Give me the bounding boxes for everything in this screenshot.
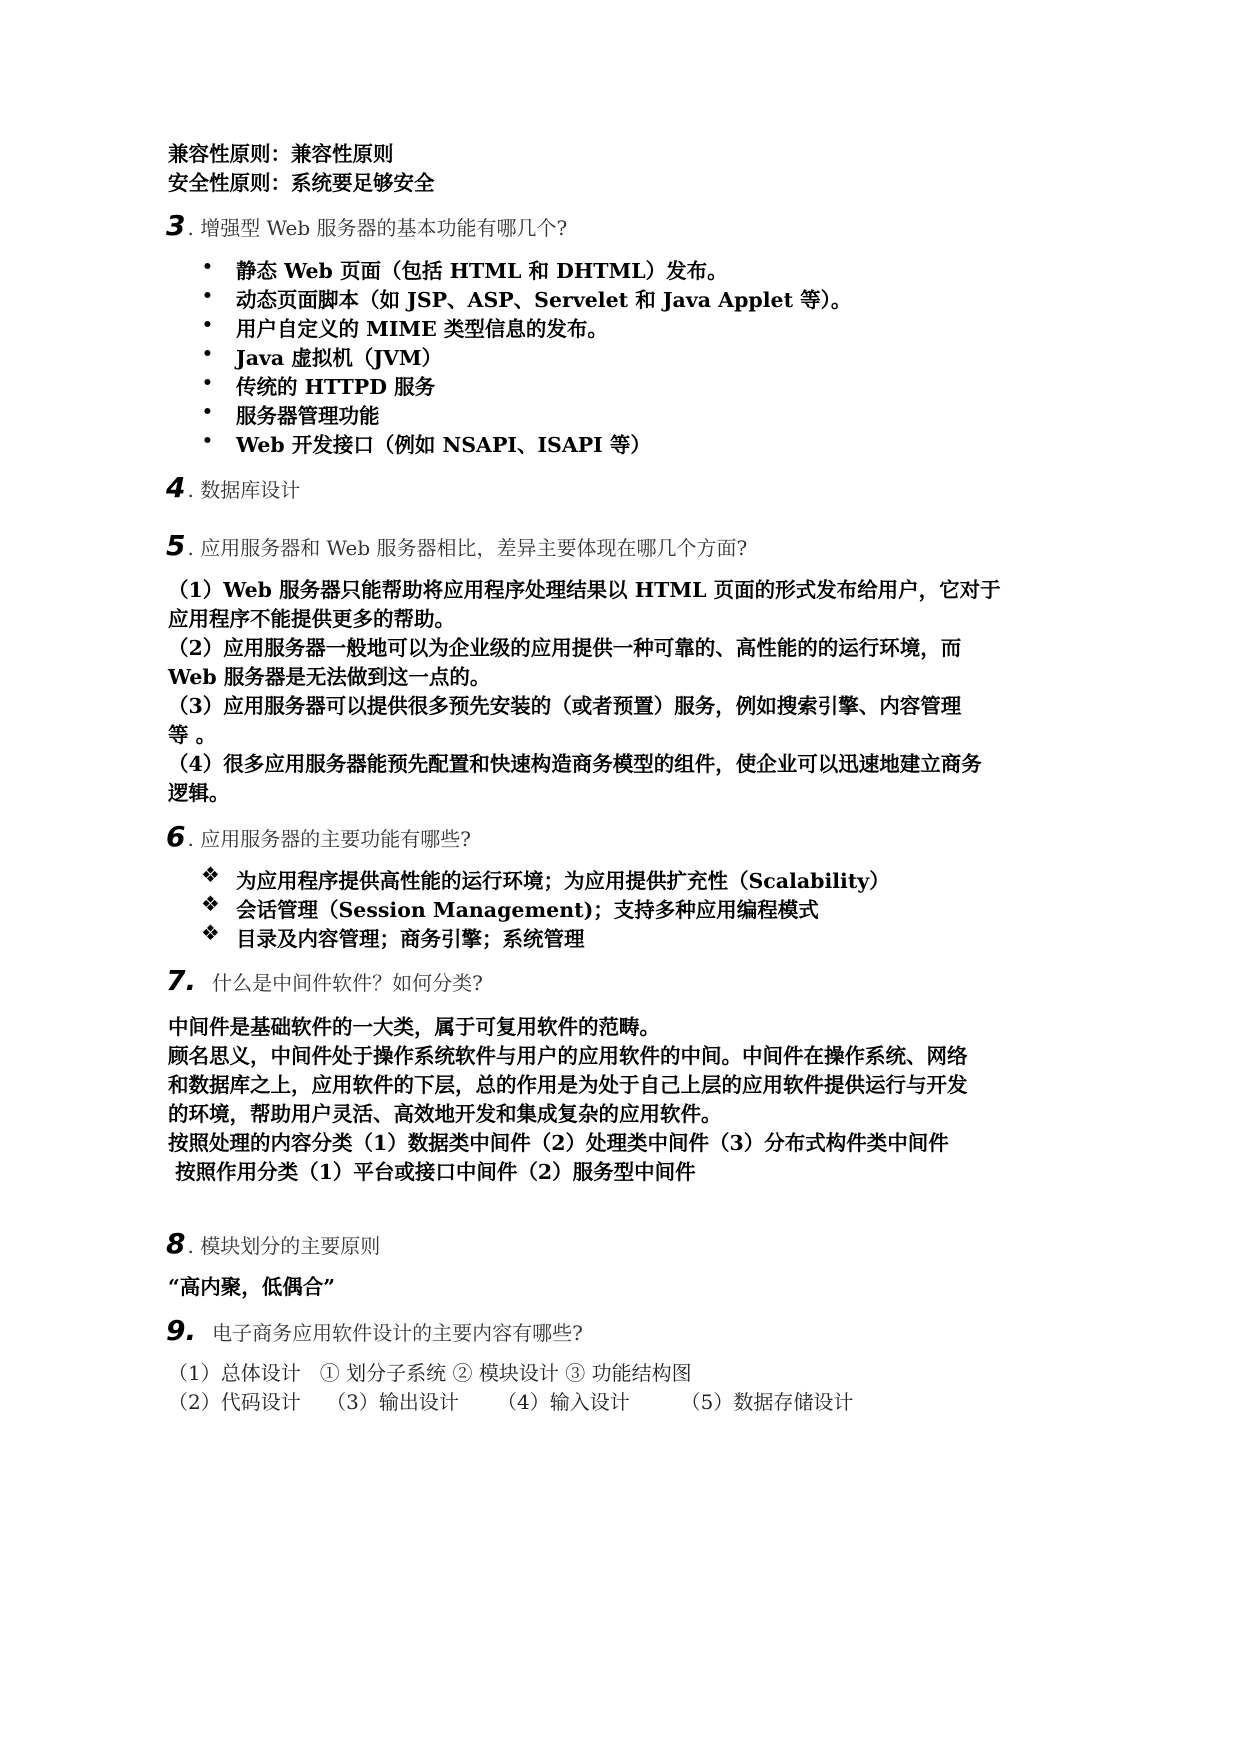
diamond-bullet-icon: ❖	[201, 863, 220, 887]
question-text: 什么是中间件软件？如何分类?	[212, 971, 483, 995]
answer-line: （3）应用服务器可以提供很多预先安装的（或者预置）服务，例如搜索引擎、内容管理	[168, 694, 962, 718]
bullet-icon: •	[202, 402, 213, 422]
answer-line: 等 。	[168, 723, 217, 747]
diamond-bullet-icon: ❖	[201, 921, 220, 945]
bullet-icon: •	[202, 431, 213, 451]
answer-line: 应用程序不能提供更多的帮助。	[168, 607, 455, 631]
question-text: . 数据库设计	[187, 478, 301, 502]
question-number: 6	[166, 820, 186, 853]
question-text: . 模块划分的主要原则	[187, 1234, 381, 1258]
list-item: 服务器管理功能	[236, 404, 380, 428]
list-item: 传统的 HTTPD 服务	[236, 375, 436, 399]
question-number: 5	[166, 529, 186, 562]
question-number: 7.	[166, 964, 197, 997]
bullet-icon: •	[202, 373, 213, 393]
bullet-icon: •	[202, 315, 213, 335]
list-item: 目录及内容管理；商务引擎；系统管理	[236, 927, 585, 951]
bullet-icon: •	[202, 257, 213, 277]
diamond-bullet-icon: ❖	[201, 892, 220, 916]
question-number: 4	[166, 471, 186, 504]
answer-line: （1）总体设计 ① 划分子系统 ② 模块设计 ③ 功能结构图	[168, 1361, 692, 1385]
answer-line: 的环境，帮助用户灵活、高效地开发和集成复杂的应用软件。	[168, 1102, 722, 1126]
list-item: Web 开发接口（例如 NSAPI、ISAPI 等）	[236, 433, 651, 457]
question-9-heading	[166, 1314, 583, 1347]
answer-line: Web 服务器是无法做到这一点的。	[168, 665, 491, 689]
list-item: 动态页面脚本（如 JSP、ASP、Servelet 和 Java Applet 等）。	[236, 288, 852, 312]
list-item: 会话管理（Session Management)；支持多种应用编程模式	[236, 898, 819, 922]
question-text: . 增强型 Web 服务器的基本功能有哪几个?	[187, 216, 568, 240]
question-number: 3	[166, 209, 186, 242]
answer-line: 顾名思义，中间件处于操作系统软件与用户的应用软件的中间。中间件在操作系统、网络	[168, 1044, 968, 1068]
question-6-heading	[166, 820, 471, 853]
answer-line: （4）很多应用服务器能预先配置和快速构造商务模型的组件，使企业可以迅速地建立商务	[168, 752, 982, 776]
question-text: 电子商务应用软件设计的主要内容有哪些?	[212, 1321, 583, 1345]
question-number: 8	[166, 1227, 186, 1260]
answer-line: （2）代码设计 （3）输出设计 （4）输入设计 （5）数据存储设计	[168, 1390, 854, 1414]
list-item: Java 虚拟机（JVM）	[236, 346, 443, 370]
principle-security: 安全性原则：系统要足够安全	[168, 171, 435, 195]
question-7-heading	[166, 964, 483, 997]
list-item: 用户自定义的 MIME 类型信息的发布。	[236, 317, 608, 341]
list-item: 静态 Web 页面（包括 HTML 和 DHTML）发布。	[236, 259, 728, 283]
answer-line: 逻辑。	[168, 781, 230, 805]
bullet-icon: •	[202, 286, 213, 306]
principle-compatibility: 兼容性原则：兼容性原则	[168, 142, 394, 166]
question-8-heading	[166, 1227, 380, 1260]
answer-line: 按照作用分类（1）平台或接口中间件（2）服务型中间件	[168, 1160, 696, 1184]
question-text: . 应用服务器的主要功能有哪些?	[187, 827, 471, 851]
answer-line: （2）应用服务器一般地可以为企业级的应用提供一种可靠的、高性能的的运行环境，而	[168, 636, 962, 660]
answer-line: “高内聚，低偶合”	[168, 1275, 336, 1299]
answer-line: 按照处理的内容分类（1）数据类中间件（2）处理类中间件（3）分布式构件类中间件	[168, 1131, 949, 1155]
question-text: . 应用服务器和 Web 服务器相比，差异主要体现在哪几个方面?	[187, 536, 748, 560]
answer-line: 中间件是基础软件的一大类，属于可复用软件的范畴。	[168, 1015, 660, 1039]
question-3-heading	[166, 209, 567, 242]
list-item: 为应用程序提供高性能的运行环境；为应用提供扩充性（Scalability）	[236, 869, 890, 893]
answer-line: 和数据库之上，应用软件的下层，总的作用是为处于自己上层的应用软件提供运行与开发	[168, 1073, 968, 1097]
question-5-heading	[166, 529, 747, 562]
answer-line: （1）Web 服务器只能帮助将应用程序处理结果以 HTML 页面的形式发布给用户，它对于	[168, 578, 1001, 602]
bullet-icon: •	[202, 344, 213, 364]
question-number: 9.	[166, 1314, 197, 1347]
question-4-heading	[166, 471, 300, 504]
